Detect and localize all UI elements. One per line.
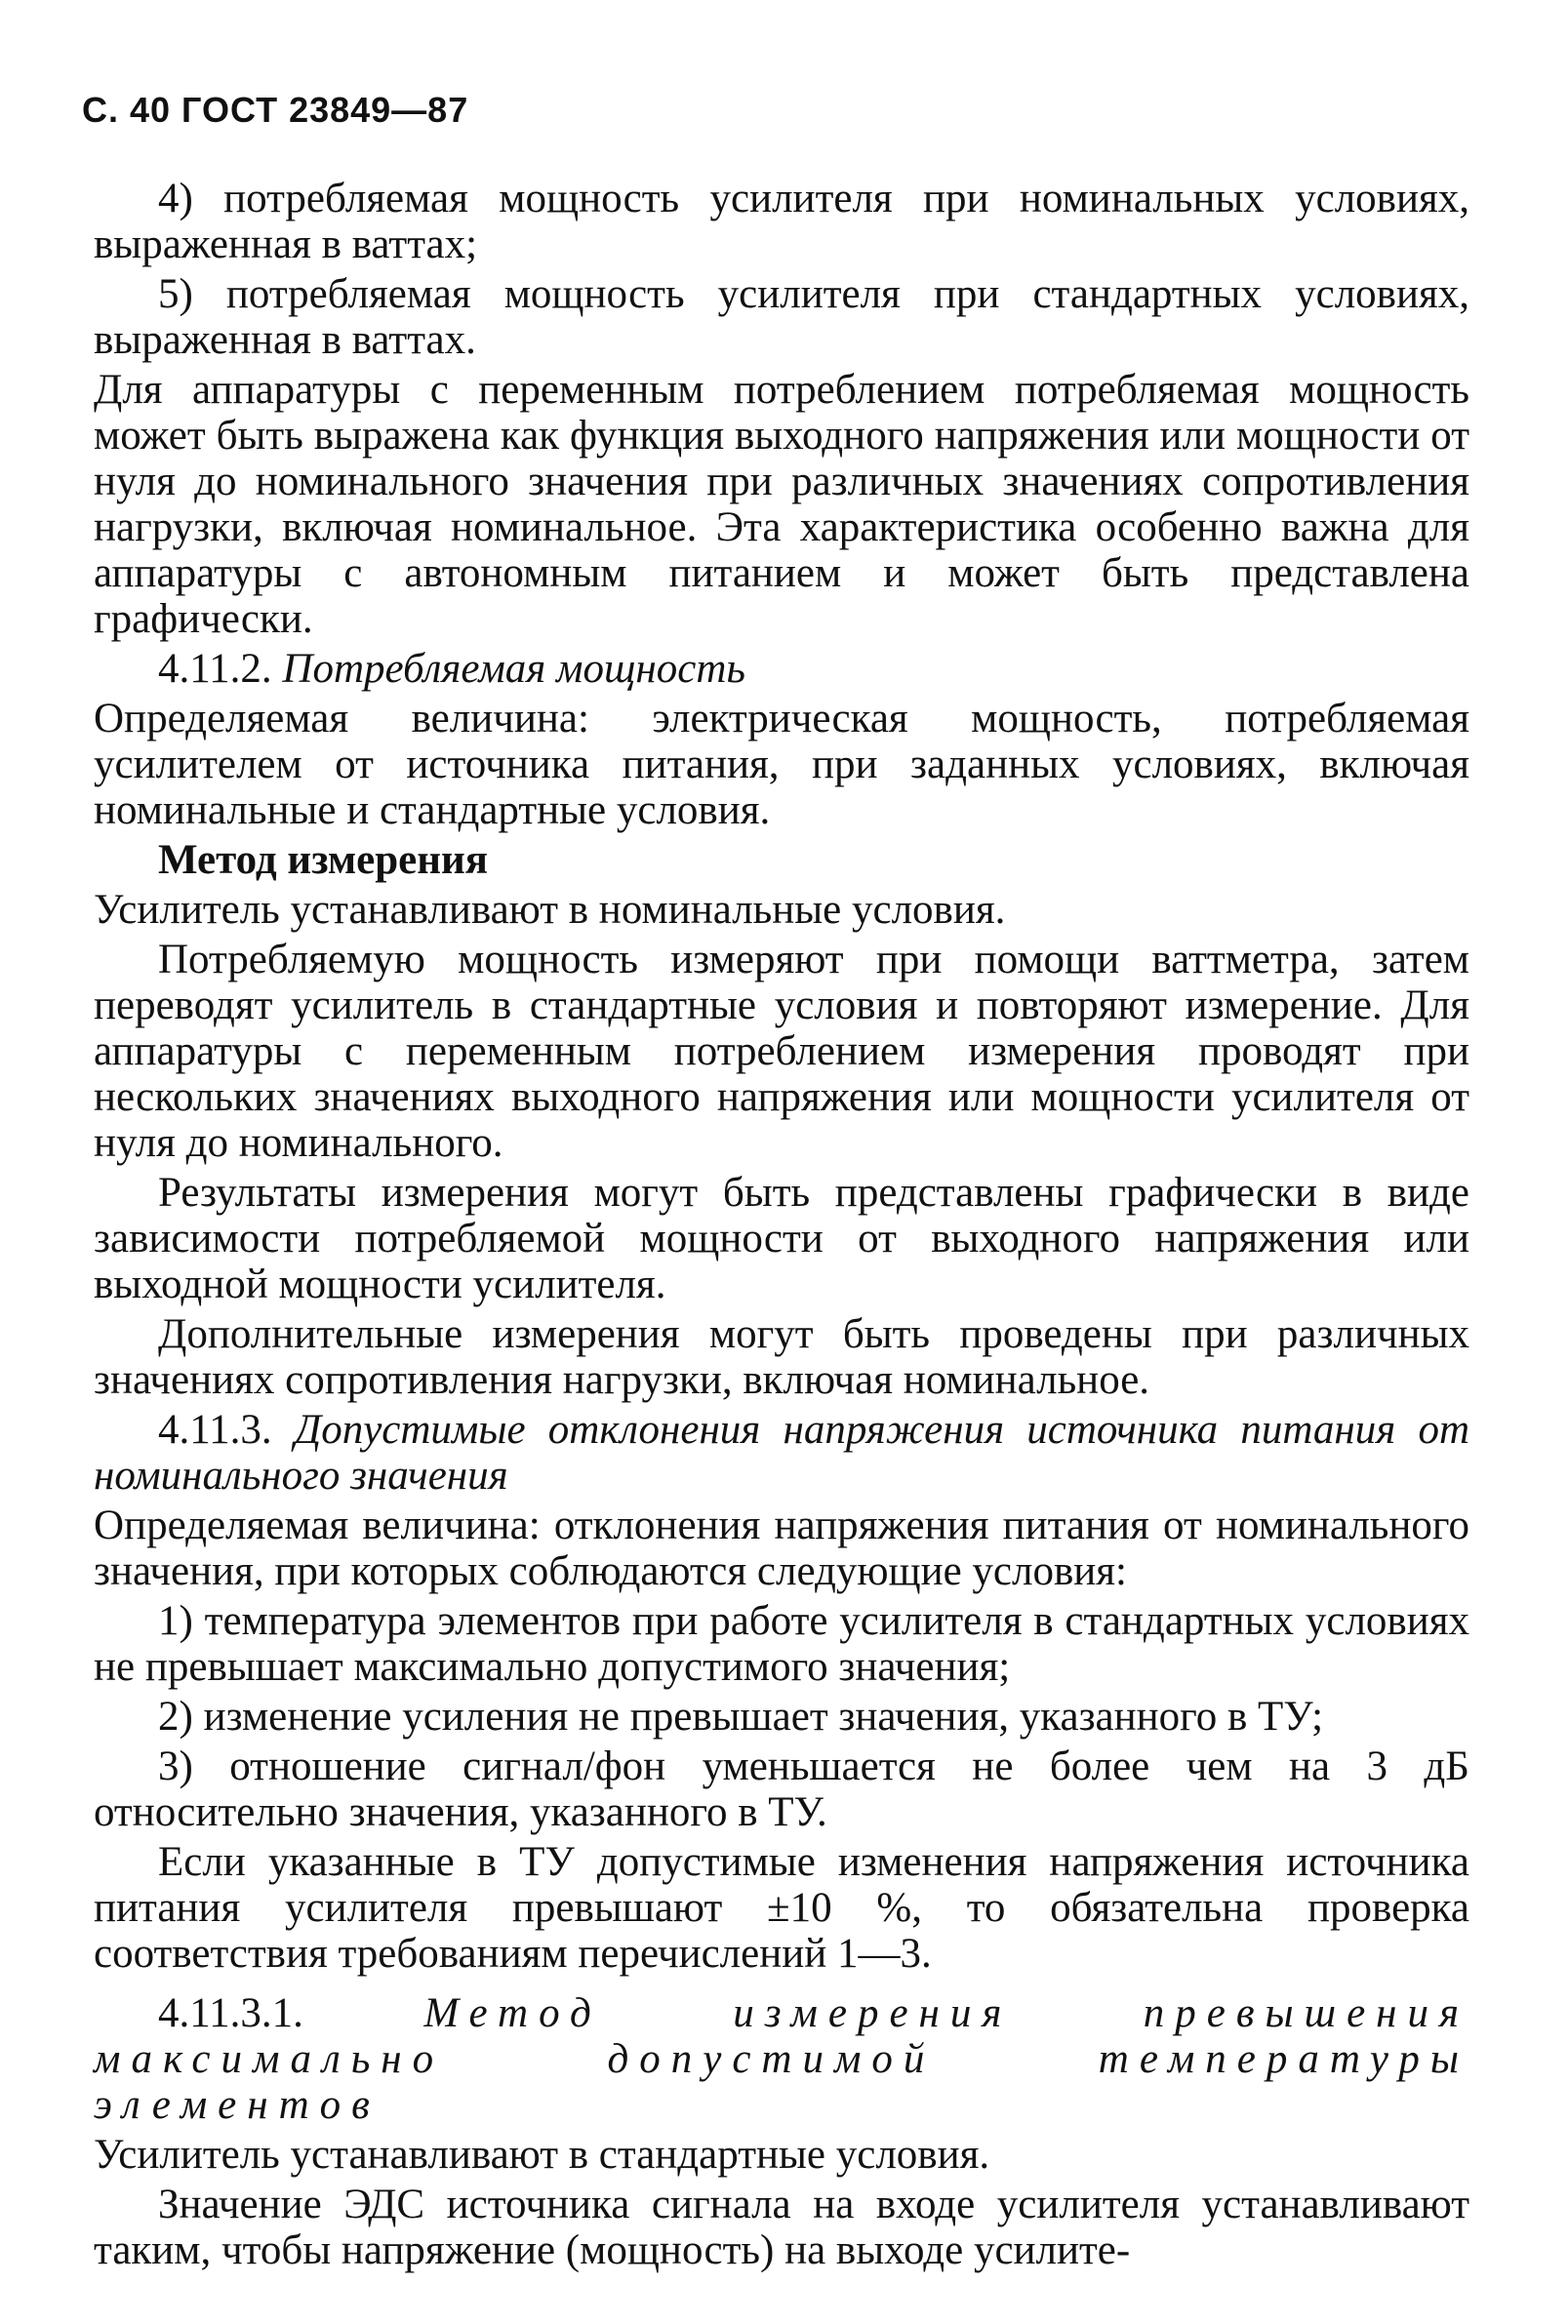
paragraph: Усилитель устанавливают в стандартные условия. [94, 2132, 990, 2178]
section-number: 4.11.3.1. [158, 1990, 303, 2036]
paragraph: Дополнительные измерения могут быть проведены при различных значениях сопротивления нагрузки, включая номинальное. [94, 1311, 1469, 1403]
section-number: 4.11.3. [158, 1407, 272, 1453]
paragraph: Определяемая величина: отклонения напряжения питания от номинального значения, при которых соблюдаются следующие условия: [94, 1503, 1469, 1594]
section-heading [94, 1990, 1469, 2128]
paragraph: Результаты измерения могут быть представлены графически в виде зависимости потребляемой мощности от выходного напряжения или выходной мощности усилителя. [94, 1170, 1469, 1307]
paragraph: Усилитель устанавливают в номинальные условия. [94, 887, 1006, 933]
section-heading [94, 1407, 1469, 1499]
section-title: Потребляемая мощность [282, 646, 745, 692]
subheading: Метод измерения [158, 837, 489, 883]
list-item: 2) изменение усиления не превышает значения, указанного в ТУ; [158, 1694, 1324, 1740]
section-heading [94, 646, 1469, 692]
paragraph: Если указанные в ТУ допустимые изменения напряжения источника питания усилителя превышают ±10 %, то обязательна проверка соответствия требованиям перечислений 1—3. [94, 1839, 1469, 1977]
list-item: 1) температура элементов при работе усилителя в стандартных условиях не превышает максимально допустимого значения; [94, 1598, 1469, 1690]
page-header: С. 40 ГОСТ 23849—87 [82, 90, 469, 130]
section-number: 4.11.2. [158, 646, 272, 692]
paragraph: Определяемая величина: электрическая мощность, потребляемая усилителем от источника питания, при заданных условиях, включая номинальные и стандартные условия. [94, 696, 1469, 833]
section-title: Метод измерения превышения максимально допустимой температуры элементов [94, 1990, 1470, 2128]
paragraph: Для аппаратуры с переменным потреблением потребляемая мощность может быть выражена как функция выходного напряжения или мощности от нуля до номинального значения при различных значениях сопротивления нагрузки, включая номинальное. Эта характеристика особенно важна для аппаратуры с автономным питанием и может быть представлена графически. [94, 367, 1469, 642]
list-item: 3) отношение сигнал/фон уменьшается не более чем на 3 дБ относительно значения, указанного в ТУ. [94, 1743, 1469, 1835]
paragraph: 5) потребляемая мощность усилителя при стандартных условиях, выраженная в ваттах. [94, 271, 1469, 363]
document-body [94, 176, 1469, 2277]
paragraph: Потребляемую мощность измеряют при помощи ваттметра, затем переводят усилитель в стандартные условия и повторяют измерение. Для аппаратуры с переменным потреблением измерения проводят при нескольких значениях выходного напряжения или мощности усилителя от нуля до номинального. [94, 937, 1469, 1166]
section-title: Допустимые отклонения напряжения источника питания от номинального значения [94, 1407, 1469, 1499]
paragraph: Значение ЭДС источника сигнала на входе усилителя устанавливают таким, чтобы напряжение (мощность) на выходе усилите- [94, 2182, 1469, 2273]
paragraph: 4) потребляемая мощность усилителя при номинальных условиях, выраженная в ваттах; [94, 176, 1469, 267]
